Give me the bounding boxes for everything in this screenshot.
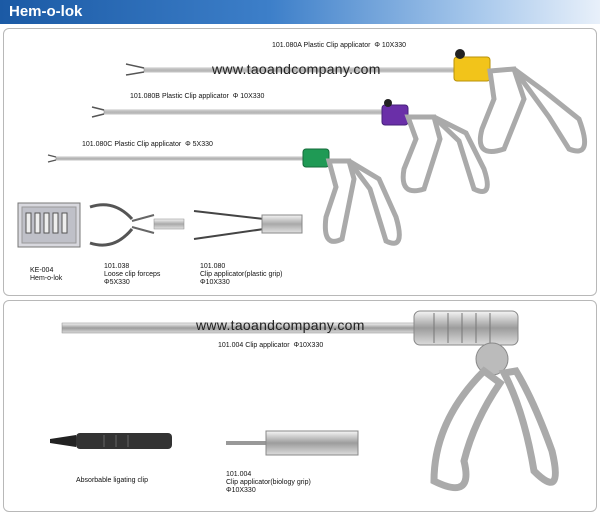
forceps-size: Φ5X330: [104, 279, 130, 286]
metal-applicator-code: 101.004: [218, 342, 244, 349]
clip-box-drawing: [18, 203, 80, 247]
applicator-b-code: 101.080B: [130, 93, 160, 100]
applicator-a-name: Plastic Clip applicator: [303, 42, 371, 49]
biology-tip-name: Clip applicator(biology grip): [226, 479, 311, 486]
plastic-tip-size: Φ10X330: [200, 279, 230, 286]
page-header: [0, 0, 600, 24]
watermark-bottom: www.taoandcompany.com: [196, 317, 365, 333]
plastic-grip-tip-drawing: [194, 211, 302, 239]
plastic-tip-name: Clip applicator(plastic grip): [200, 271, 283, 278]
applicator-b-label: [130, 93, 264, 101]
absorbable-clip-drawing: [50, 433, 172, 449]
metal-applicator-name: Clip applicator: [245, 342, 290, 349]
loose-clip-forceps-drawing: [90, 205, 184, 245]
box-label: [30, 267, 62, 283]
biology-tip-label: [226, 471, 311, 495]
applicator-c-drawing: [48, 149, 399, 243]
forceps-name: Loose clip forceps: [104, 271, 161, 278]
biology-grip-tip-drawing: [226, 431, 358, 455]
applicator-b-size: Φ 10X330: [232, 93, 265, 100]
applicator-c-name: Plastic Clip applicator: [114, 141, 182, 148]
metal-applicator-size: Φ10X330: [293, 342, 324, 349]
metal-applicator-drawing: [62, 311, 555, 488]
applicator-a-size: Φ 10X330: [374, 42, 407, 49]
applicator-c-label: [82, 141, 213, 149]
metal-clip-applicator-panel: [3, 300, 597, 512]
applicator-a-label: [272, 42, 406, 50]
applicator-c-code: 101.080C: [82, 141, 113, 148]
page-title: Hem-o-lok: [9, 3, 83, 20]
forceps-code: 101.038: [104, 263, 130, 270]
biology-tip-size: Φ10X330: [226, 487, 256, 494]
applicator-a-code: 101.080A: [272, 42, 302, 49]
plastic-tip-code: 101.080: [200, 263, 226, 270]
applicator-c-size: Φ 5X330: [185, 141, 213, 148]
box-name: Hem-o-lok: [30, 275, 63, 282]
box-code: KE-004: [30, 267, 54, 274]
metal-applicator-label: [218, 342, 323, 350]
watermark-top: www.taoandcompany.com: [212, 61, 381, 77]
plastic-tip-label: [200, 263, 282, 287]
plastic-clip-applicator-panel: [3, 28, 597, 296]
applicator-b-name: Plastic Clip applicator: [161, 93, 229, 100]
biology-tip-code: 101.004: [226, 471, 252, 478]
absorbable-clip-label: Absorbable ligating clip: [76, 477, 148, 484]
forceps-label: [104, 263, 160, 287]
